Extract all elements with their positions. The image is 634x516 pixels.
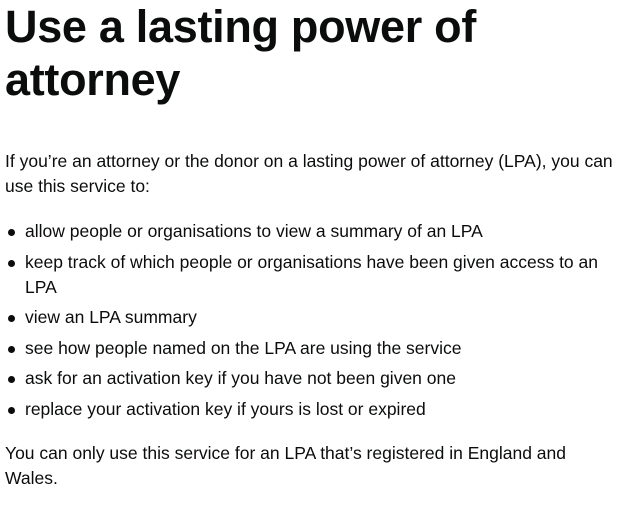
list-item-text: see how people named on the LPA are using the service — [25, 337, 462, 358]
bullet-icon — [8, 346, 15, 353]
list-item — [5, 219, 620, 244]
list-item — [5, 305, 620, 330]
list-item-text: allow people or organisations to view a summary of an LPA — [25, 221, 483, 241]
list-item — [5, 250, 620, 300]
bullet-icon — [8, 315, 15, 322]
list-item — [5, 366, 620, 391]
service-feature-list — [5, 219, 620, 427]
intro-paragraph: If you’re an attorney or the donor on a lasting power of attorney (LPA), you can use this service to: — [5, 151, 613, 196]
list-item-text: keep track of which people or organisations have been given access to an LPA — [25, 251, 598, 297]
list-item — [5, 336, 620, 361]
bullet-icon — [8, 260, 15, 267]
bullet-icon — [8, 229, 15, 236]
eligibility-note: You can only use this service for an LPA that’s registered in England and Wales. — [5, 443, 567, 488]
list-item — [5, 397, 620, 422]
bullet-icon — [8, 376, 15, 383]
list-item-text: view an LPA summary — [25, 307, 197, 327]
list-item-text: ask for an activation key if you have not been given one — [25, 368, 456, 388]
list-item-text: replace your activation key if yours is lost or expired — [25, 398, 426, 419]
bullet-icon — [8, 407, 15, 414]
page-title: Use a lasting power of attorney — [5, 1, 476, 105]
